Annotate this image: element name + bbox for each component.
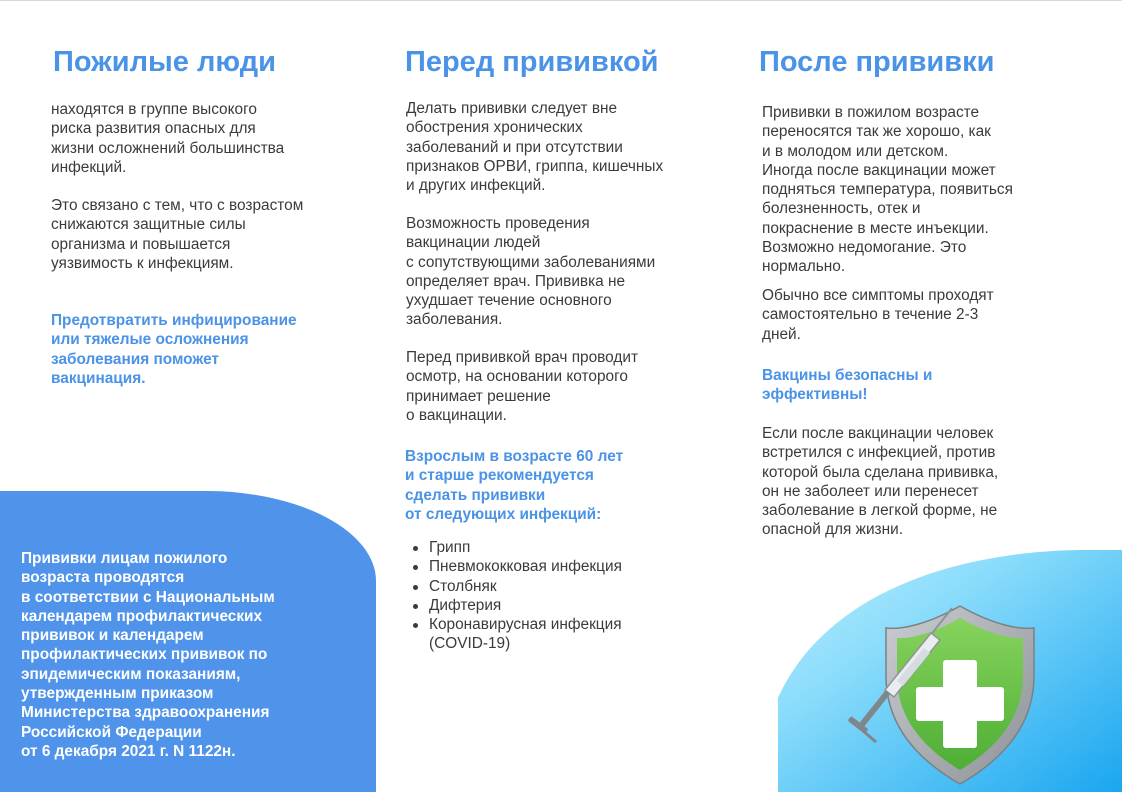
paragraph-immunity: Это связано с тем, что с возрастом снижаются защитные силы организма и повышается уязвимость к инфекциям. — [51, 197, 304, 272]
paragraph-doctor-decision: Возможность проведения вакцинации людей с сопутствующими заболеваниями определяет врач. Прививка не ухудшает течение основного заболевания. — [406, 215, 656, 329]
blue-info-panel — [0, 491, 376, 792]
paragraph-examination: Перед прививкой врач проводит осмотр, на основании которого принимает решение о вакцинации. — [406, 349, 638, 424]
top-border-line — [0, 0, 1122, 1]
list-item: Грипп — [409, 538, 622, 557]
accent-prevention: Предотвратить инфицирование или тяжелые осложнения заболевания поможет вакцинация. — [51, 312, 297, 387]
heading-after-vaccination: После прививки — [759, 46, 995, 78]
paragraph-protection: Если после вакцинации человек встретился с инфекцией, против которой была сделана прививка, он не заболеет или перенесет заболевание в легкой форме, не опасной для жизни. — [762, 425, 999, 539]
heading-before-vaccination: Перед прививкой — [405, 46, 659, 78]
list-item: Пневмококковая инфекция — [409, 557, 622, 576]
vaccine-illustration — [778, 548, 1122, 792]
blue-panel-text: Прививки лицам пожилого возраста проводятся в соответствии с Национальным календарем профилактических прививок и календарем профилактических прививок по эпидемическим показаниям, утвержденным приказом Министерства здравоохранения Российской Федерации от 6 декабря 2021 г. N 1122н. — [21, 550, 275, 760]
illustration-svg — [778, 548, 1122, 792]
paragraph-when-to-vaccinate: Делать прививки следует вне обострения хронических заболеваний и при отсутствии признаков ОРВИ, гриппа, кишечных и других инфекций. — [406, 100, 664, 195]
paragraph-tolerance: Прививки в пожилом возрасте переносятся так же хорошо, как и в молодом или детском. Иногда после вакцинации может подняться температура, появиться болезненность, отек и покраснение в месте инъекции. Возможно недомогание. Это нормально. — [762, 104, 1013, 276]
paragraph-symptoms-pass: Обычно все симптомы проходят самостоятельно в течение 2-3 дней. — [762, 287, 994, 343]
heading-elderly: Пожилые люди — [53, 46, 276, 78]
list-item: Дифтерия — [409, 596, 622, 615]
list-item: Столбняк — [409, 577, 622, 596]
paragraph-risk-group: находятся в группе высокого риска развития опасных для жизни осложнений большинства инфекций. — [51, 101, 285, 176]
accent-recommendation: Взрослым в возрасте 60 лет и старше рекомендуется сделать прививки от следующих инфекций: — [405, 448, 624, 523]
infection-list — [409, 538, 622, 654]
list-item: Коронавирусная инфекция (COVID-19) — [409, 615, 622, 654]
accent-vaccines-safe: Вакцины безопасны и эффективны! — [762, 367, 933, 404]
